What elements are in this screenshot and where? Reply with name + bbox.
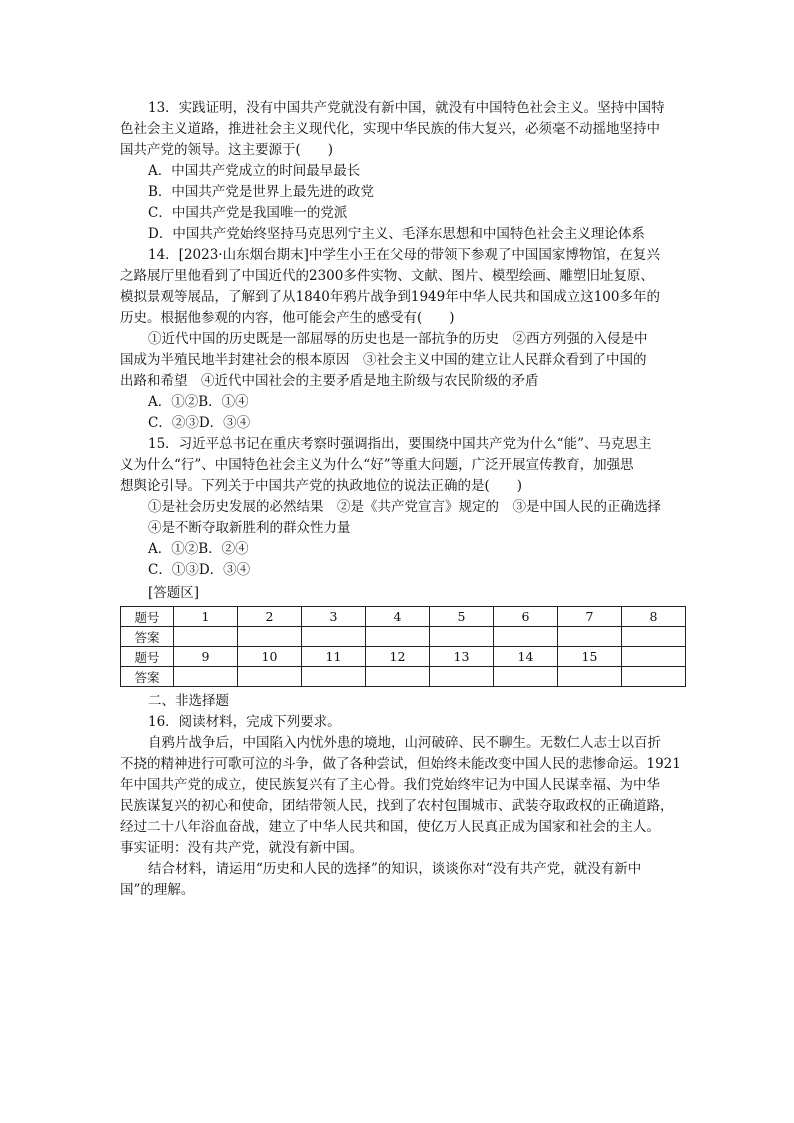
answer-cell[interactable]: [430, 667, 494, 687]
q16-material-line: 经过二十八年浴血奋战，建立了中华人民共和国，使亿万人民真正成为国家和社会的主人。: [120, 819, 660, 835]
question-number-cell: 4: [366, 607, 430, 627]
question-13: [120, 98, 686, 245]
q13-option-b: B．中国共产党是世界上最先进的政党: [148, 184, 374, 200]
answer-table-row: [121, 647, 686, 667]
q14-options-ab: A．①②B．①④: [148, 394, 249, 410]
q14-statement-line: 国成为半殖民地半封建社会的根本原因 ③社会主义中国的建立让人民群众看到了中国的: [120, 352, 647, 368]
answer-cell[interactable]: [302, 667, 366, 687]
q13-stem-line: 色社会主义道路，推进社会主义现代化，实现中华民族的伟大复兴，必须毫不动摇地坚持中: [120, 121, 660, 137]
answer-cell[interactable]: [494, 627, 558, 647]
q14-stem-line: 历史。根据他参观的内容，他可能会产生的感受有( ): [120, 310, 455, 326]
q16-material-line: 不挠的精神进行可歌可泣的斗争，做了各种尝试，但始终未能改变中国人民的悲惨命运。1921: [120, 756, 681, 772]
q14-statement-line: ①近代中国的历史既是一部屈辱的历史也是一部抗争的历史 ②西方列强的入侵是中: [148, 331, 648, 347]
question-number-cell: 7: [558, 607, 622, 627]
question-number-header: 题号: [121, 647, 174, 667]
q16-material-line: 民族谋复兴的初心和使命，团结带领人民，找到了农村包围城市、武装夺取政权的正确道路，: [120, 798, 674, 814]
answer-cell[interactable]: [430, 627, 494, 647]
answer-cell[interactable]: [366, 667, 430, 687]
question-number-cell: 2: [238, 607, 302, 627]
answer-cell[interactable]: [302, 627, 366, 647]
answer-table-row: [121, 627, 686, 647]
q15-stem-line: 15．习近平总书记在重庆考察时强调指出，要围绕中国共产党为什么“能”、马克思主: [148, 436, 652, 452]
question-number-cell: 9: [174, 647, 238, 667]
q14-statement-line: 出路和希望 ④近代中国社会的主要矛盾是地主阶级与农民阶级的矛盾: [120, 373, 539, 389]
q16-material-line: 年中国共产党的成立，使民族复兴有了主心骨。我们党始终牢记为中国人民谋幸福、为中华: [120, 777, 660, 793]
answer-table: [120, 606, 686, 687]
answer-cell[interactable]: [622, 627, 686, 647]
q15-stem-line: 想舆论引导。下列关于中国共产党的执政地位的说法正确的是( ): [120, 478, 523, 494]
answer-cell[interactable]: [174, 667, 238, 687]
question-number-cell: 13: [430, 647, 494, 667]
q16-material-line: 事实证明：没有共产党，就没有新中国。: [120, 840, 363, 856]
question-14: [120, 245, 686, 434]
question-number-cell: 8: [622, 607, 686, 627]
answer-cell[interactable]: [366, 627, 430, 647]
section-heading: 二、非选择题: [148, 693, 229, 709]
answer-cell[interactable]: [622, 667, 686, 687]
q13-stem-line: 13．实践证明，没有中国共产党就没有新中国，就没有中国特色社会主义。坚持中国特: [148, 100, 665, 116]
question-number-cell: 1: [174, 607, 238, 627]
q15-options-ab: A．①②B．②④: [148, 541, 249, 557]
answer-cell[interactable]: [238, 667, 302, 687]
question-number-cell: 15: [558, 647, 622, 667]
answer-cell[interactable]: [558, 627, 622, 647]
q16-material-line: 自鸦片战争后，中国陷入内忧外患的境地，山河破碎、民不聊生。无数仁人志士以百折: [148, 735, 661, 751]
q16-task-line: 国”的理解。: [120, 882, 195, 898]
answer-header: 答案: [121, 667, 174, 687]
answer-table-row: [121, 607, 686, 627]
answer-cell[interactable]: [174, 627, 238, 647]
document-content: [120, 98, 686, 901]
q13-option-c: C．中国共产党是我国唯一的党派: [148, 205, 348, 221]
q13-option-d: D．中国共产党始终坚持马克思列宁主义、毛泽东思想和中国特色社会主义理论体系: [148, 226, 645, 242]
q16-intro: 16．阅读材料，完成下列要求。: [148, 714, 341, 730]
q13-stem-line: 国共产党的领导。这主要源于( ): [120, 142, 334, 158]
q14-stem-line: 14．[2023·山东烟台期末]中学生小王在父母的带领下参观了中国国家博物馆，在复兴: [148, 247, 660, 263]
question-number-cell: 6: [494, 607, 558, 627]
question-number-cell: 14: [494, 647, 558, 667]
answer-cell[interactable]: [558, 667, 622, 687]
q14-stem-line: 模拟景观等展品，了解到了从1840年鸦片战争到1949年中华人民共和国成立这100多年的: [120, 289, 660, 305]
question-number-cell: [622, 647, 686, 667]
question-number-cell: 10: [238, 647, 302, 667]
question-number-cell: 3: [302, 607, 366, 627]
answer-header: 答案: [121, 627, 174, 647]
answer-cell[interactable]: [494, 667, 558, 687]
q13-option-a: A．中国共产党成立的时间最早最长: [148, 163, 361, 179]
q14-options-cd: C．②③D．③④: [148, 415, 251, 431]
answer-table-row: [121, 667, 686, 687]
question-number-header: 题号: [121, 607, 174, 627]
question-number-cell: 12: [366, 647, 430, 667]
q15-stem-line: 义为什么“行”、中国特色社会主义为什么“好”等重大问题，广泛开展宣传教育，加强思: [120, 457, 634, 473]
q16-task-line: 结合材料，请运用“历史和人民的选择”的知识，谈谈你对“没有共产党，就没有新中: [148, 861, 642, 877]
question-number-cell: 5: [430, 607, 494, 627]
question-15: [120, 434, 686, 581]
q14-stem-line: 之路展厅里他看到了中国近代的2300多件实物、文献、图片、模型绘画、雕塑旧址复原、: [120, 268, 654, 284]
question-number-cell: 11: [302, 647, 366, 667]
answer-cell[interactable]: [238, 627, 302, 647]
answer-area-label: [答题区]: [148, 585, 200, 601]
section-non-choice: [120, 691, 686, 901]
q15-statement-line: ④是不断夺取新胜利的群众性力量: [148, 520, 351, 536]
q15-statement-line: ①是社会历史发展的必然结果 ②是《共产党宣言》规定的 ③是中国人民的正确选择: [148, 499, 661, 515]
q15-options-cd: C．①③D．③④: [148, 562, 251, 578]
